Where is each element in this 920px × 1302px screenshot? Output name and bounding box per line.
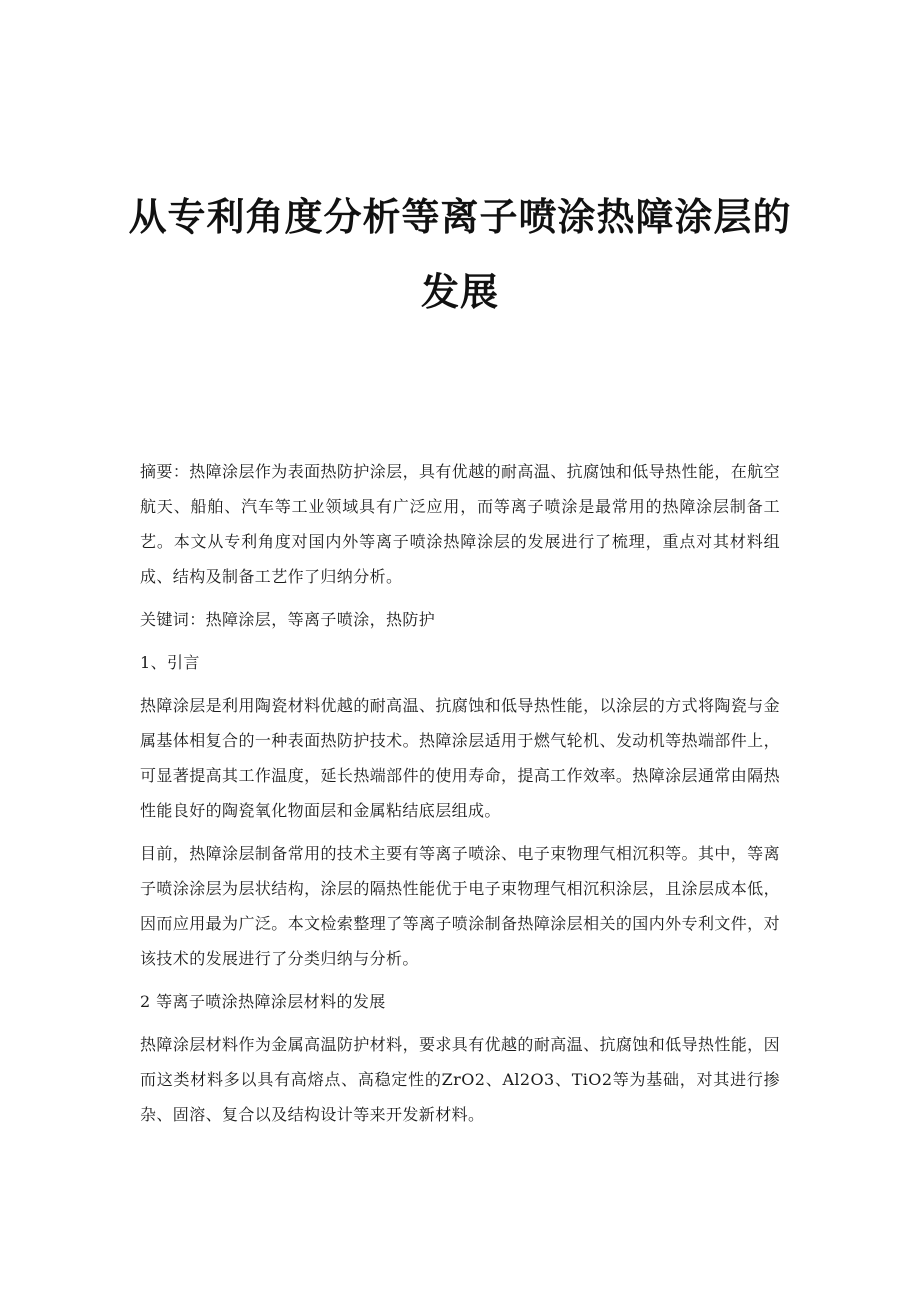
- section-2-heading: 2 等离子喷涂热障涂层材料的发展: [140, 992, 386, 1011]
- document-body: [140, 454, 780, 1140]
- section-1-heading: 1、引言: [140, 653, 200, 672]
- document-title-line-2: 发展: [420, 270, 499, 314]
- keywords-line: 关键词：热障涂层，等离子喷涂，热防护: [140, 610, 436, 629]
- section-2-paragraph-1: 热障涂层材料作为金属高温防护材料，要求具有优越的耐高温、抗腐蚀和低导热性能，因而这类材料多以具有高熔点、高稳定性的ZrO2、Al2O3、TiO2等为基础，对其进行掺杂、固溶、复合以及结构设计等来开发新材料。: [140, 1035, 780, 1124]
- abstract-paragraph: 摘要：热障涂层作为表面热防护涂层，具有优越的耐高温、抗腐蚀和低导热性能，在航空航天、船舶、汽车等工业领域具有广泛应用，而等离子喷涂是最常用的热障涂层制备工艺。本文从专利角度对国内外等离子喷涂热障涂层的发展进行了梳理，重点对其材料组成、结构及制备工艺作了归纳分析。: [140, 462, 780, 586]
- document-title-line-1: 从专利角度分析等离子喷涂热障涂层的: [128, 195, 792, 239]
- section-1-paragraph-1: 热障涂层是利用陶瓷材料优越的耐高温、抗腐蚀和低导热性能，以涂层的方式将陶瓷与金属基体相复合的一种表面热防护技术。热障涂层适用于燃气轮机、发动机等热端部件上，可显著提高其工作温度，延长热端部件的使用寿命，提高工作效率。热障涂层通常由隔热性能良好的陶瓷氧化物面层和金属粘结底层组成。: [140, 696, 780, 820]
- section-1-paragraph-2: 目前，热障涂层制备常用的技术主要有等离子喷涂、电子束物理气相沉积等。其中，等离子喷涂涂层为层状结构，涂层的隔热性能优于电子束物理气相沉积涂层，且涂层成本低，因而应用最为广泛。本文检索整理了等离子喷涂制备热障涂层相关的国内外专利文件，对该技术的发展进行了分类归纳与分析。: [140, 844, 780, 968]
